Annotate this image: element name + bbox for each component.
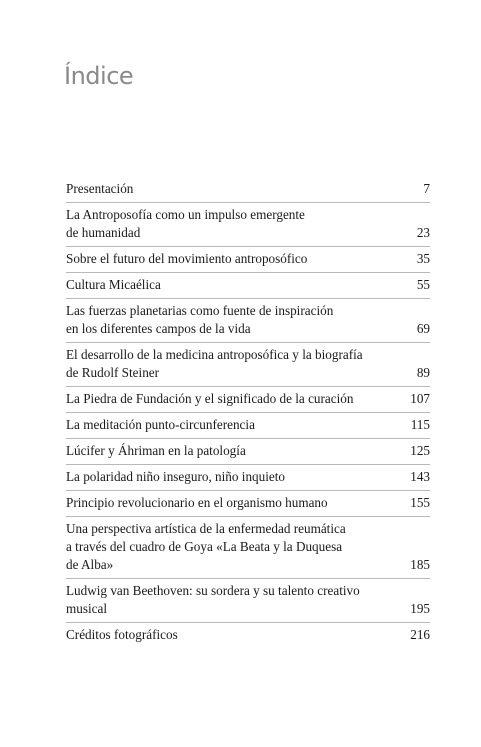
toc-entry-page: 89 [416, 365, 430, 380]
toc-entry-title: La Antroposofía como un impulso emergente de humanidad [66, 207, 305, 240]
toc-entry-title: El desarrollo de la medicina antroposófica y la biografía de Rudolf Steiner [66, 347, 363, 380]
toc-entry [66, 579, 430, 623]
toc-entry-title: Ludwig van Beethoven: su sordera y su talento creativo musical [66, 583, 360, 616]
toc-entry-title: Las fuerzas planetarias como fuente de inspiración en los diferentes campos de la vida [66, 303, 334, 336]
toc-entry [66, 517, 430, 579]
toc-entry-page: 107 [410, 391, 430, 406]
toc-entry-title: Lúcifer y Áhriman en la patología [66, 443, 246, 458]
toc-entry-page: 35 [416, 251, 430, 266]
toc-entry-page: 216 [410, 627, 430, 642]
toc-entry [66, 247, 430, 273]
toc-entry-page: 69 [416, 321, 430, 336]
toc-entry-title: Una perspectiva artística de la enfermedad reumática a través del cuadro de Goya «La Beata y la Duquesa de Alba» [66, 521, 346, 572]
page-title: Índice [64, 62, 134, 90]
toc-entry [66, 177, 430, 203]
toc-entry [66, 387, 430, 413]
toc-entry [66, 413, 430, 439]
toc-entry-title: Créditos fotográficos [66, 627, 178, 642]
toc-entry-page: 115 [410, 417, 430, 432]
toc-entry-title: Presentación [66, 181, 134, 196]
toc-entry [66, 203, 430, 247]
toc-entry [66, 465, 430, 491]
toc-entry [66, 299, 430, 343]
table-of-contents [66, 177, 430, 648]
toc-entry-page: 7 [423, 181, 430, 196]
toc-entry-title: Sobre el futuro del movimiento antroposófico [66, 251, 308, 266]
toc-entry-page: 125 [410, 443, 430, 458]
toc-entry-title: Cultura Micaélica [66, 277, 161, 292]
toc-entry [66, 439, 430, 465]
toc-entry-title: Principio revolucionario en el organismo humano [66, 495, 328, 510]
toc-entry [66, 491, 430, 517]
toc-entry [66, 343, 430, 387]
toc-entry-page: 155 [410, 495, 430, 510]
toc-entry [66, 623, 430, 648]
toc-entry-page: 195 [410, 601, 430, 616]
toc-entry-title: La polaridad niño inseguro, niño inquieto [66, 469, 286, 484]
toc-entry-title: La meditación punto-circunferencia [66, 417, 255, 432]
toc-entry-page: 185 [410, 557, 430, 572]
toc-entry-title: La Piedra de Fundación y el significado de la curación [66, 391, 354, 406]
toc-entry [66, 273, 430, 299]
toc-entry-page: 55 [416, 277, 430, 292]
toc-entry-page: 143 [410, 469, 430, 484]
toc-entry-page: 23 [416, 225, 430, 240]
